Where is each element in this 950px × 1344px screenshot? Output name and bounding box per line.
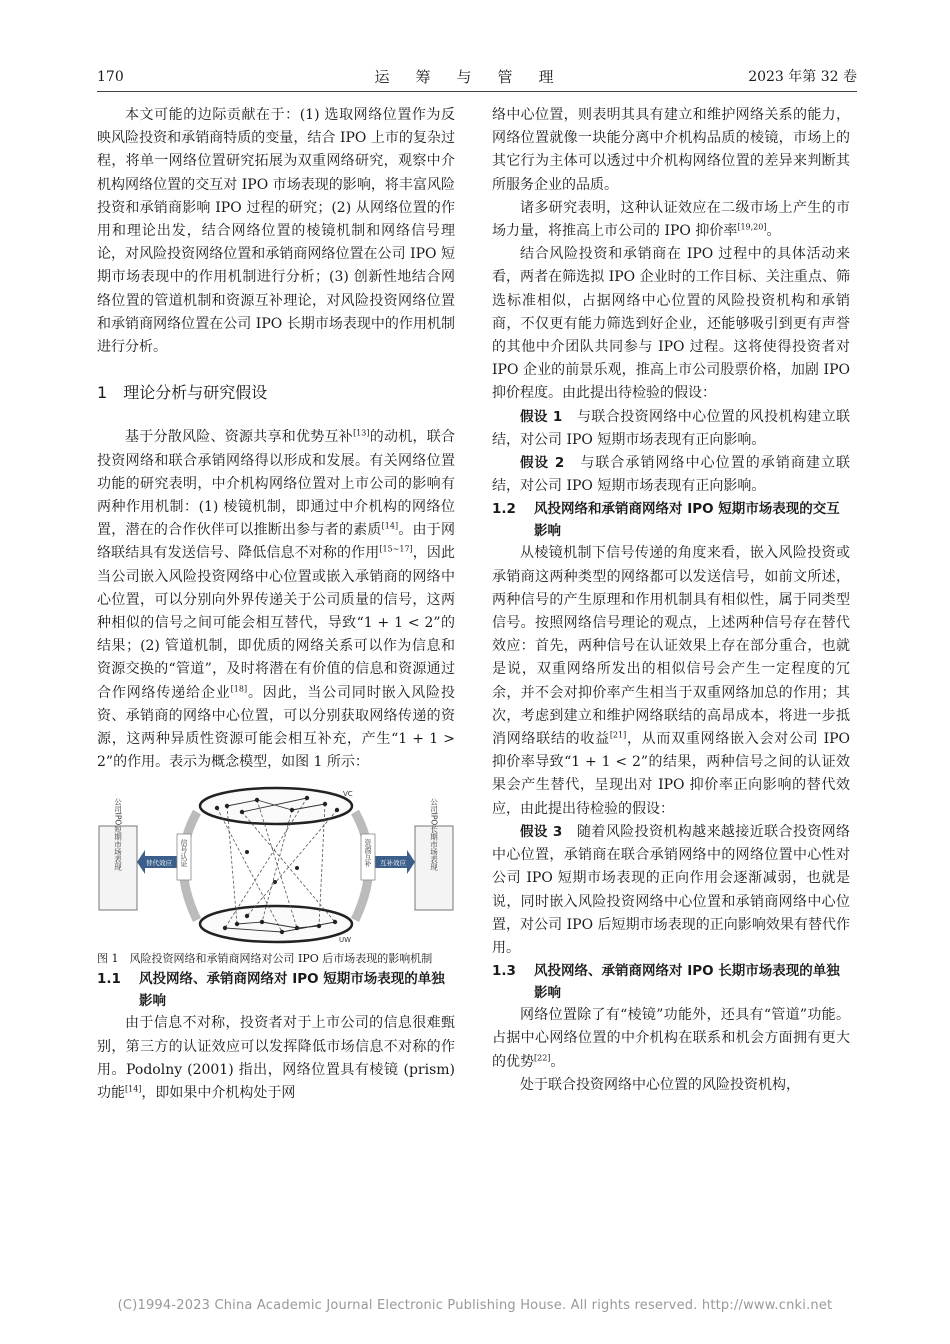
substitution-arrow-label: 替代效应 (146, 859, 172, 868)
citation: [18] (230, 684, 248, 694)
resource-complement-label: 资源互补 (364, 839, 372, 868)
section-title: 理论分析与研究假设 (123, 383, 268, 403)
uw-layer-label: UW (339, 936, 352, 945)
citation: [14] (125, 1084, 142, 1094)
left-outcome-box-label: 公司IPO短期市场表现 (113, 798, 123, 871)
running-header (97, 66, 857, 88)
complement-arrow-label: 互补效应 (380, 859, 406, 868)
hypothesis-3: 假设 3 随着风险投资机构越来越接近联合投资网络中心位置，承销商在联合承销网络中的网络位置中心性对公司 IPO 短期市场表现的正向作用会逐渐减弱，也就是说，同时嵌入风险投资网络中心位置和承销商网络中心位置，对公司 IPO 后短期市场表现的正向影响效果有替代作用。 (492, 823, 851, 956)
header-rule (97, 91, 857, 92)
copyright-footer: (C)1994-2023 China Academic Journal Electronic Publishing House. All rights reserved. http://www.cnki.net (117, 1298, 833, 1313)
citation: [13] (353, 428, 370, 438)
left-column (97, 104, 455, 1105)
signal-certification-label: 信号认证 (180, 839, 188, 868)
subsection-heading-1-1: 1.1 风投网络、承销商网络对 IPO 短期市场表现的单独影响 (97, 971, 445, 1010)
section-heading-1 (97, 381, 455, 404)
paragraph-prism-cont: 络中心位置，则表明其具有建立和维护网络关系的能力，网络位置就像一块能分离中介机构品质的棱镜，市场上的其它行为主体可以透过中介机构网络位置的差异来判断其所服务企业的品质。 (492, 107, 850, 193)
citation: [22] (534, 1052, 551, 1062)
right-column (492, 104, 850, 1097)
subsection-heading-1-2: 1.2 风投网络和承销商网络对 IPO 短期市场表现的交互影响 (492, 501, 840, 540)
year-volume: 2023 年第 32 卷 (748, 69, 857, 85)
paragraph-pipeline: 网络位置除了有“棱镜”功能外，还具有“管道”功能。占据中心网络位置的中介机构在联系和机会方面拥有更大的优势[22]。 (492, 1007, 850, 1070)
citation: [19,20] (737, 222, 767, 232)
right-outcome-box-label: 公司IPO长期市场表现 (429, 798, 439, 871)
paragraph-vc-center: 处于联合投资网络中心位置的风险投资机构， (520, 1076, 800, 1093)
paragraph-prism: 由于信息不对称，投资者对于上市公司的信息很难甄别，第三方的认证效应可以发挥降低市场信息不对称的作用。Podolny (2001) 指出，网络位置具有棱镜 (prism) 功能[14]，即如果中介机构处于网 (97, 1015, 455, 1102)
paragraph-substitution: 从棱镜机制下信号传递的角度来看，嵌入风险投资或承销商这两种类型的网络都可以发送信号，如前文所述，两种信号的产生原理和作用机制具有相似性，属于同类型信号。按照网络信号理论的观点，上述两种信号存在替代效应：首先，两种信号在认证效果上存在部分重合，也就是说，双重网络所发出的相似信号会产生一定程度的冗余，并不会对抑价率产生相当于双重网络加总的作用；其次，考虑到建立和维护网络联结的高昂成本，将进一步抵消网络联结的收益[21]，从而双重网络嵌入会对公司 IPO 抑价率导致“1 + 1 < 2”的结果，两种信号之间的认证效果会产生替代，呈现出对 IPO 抑价率正向影响的替代效应，由此提出待检验的假设： (492, 545, 850, 817)
page-number: 170 (97, 69, 124, 85)
hypothesis-1: 假设 1 与联合投资网络中心位置的风投机构建立联结，对公司 IPO 短期市场表现有正向影响。 (492, 408, 851, 448)
paragraph-mechanisms: 基于分散风险、资源共享和优势互补[13]的动机，联合投资网络和联合承销网络得以形成和发展。有关网络位置功能的研究表明，中介机构网络位置对上市公司的影响有两种作用机制：(1) 棱镜机制，即通过中介机构的网络位置，潜在的合作伙伴可以推断出参与者的素质[14]。由于网络联结具有发送信号、降低信息不对称的作用[15~17]，因此当公司嵌入风险投资网络中心位置或嵌入承销商的网络中心位置，可以分别向外界传递关于公司质量的信号，这两种相似的信号之间可能会相互替代，导致“1 + 1 < 2”的结果；(2) 管道机制，即优质的网络关系可以作为信息和资源交换的“管道”，及时将潜在有价值的信息和资源通过合作网络传递给企业[18]。因此，当公司同时嵌入风险投资、承销商的网络中心位置，可以分别获取网络传递的资源，这两种异质性资源可能会相互补充，产生“1 + 1 > 2”的作用。表示为概念模型，如图 1 所示： (97, 428, 456, 771)
figure-caption: 图 1 风险投资网络和承销商网络对公司 IPO 后市场表现的影响机制 (97, 952, 433, 966)
hypothesis-2: 假设 2 与联合承销网络中心位置的承销商建立联结，对公司 IPO 短期市场表现有正向影响。 (492, 455, 851, 495)
citation: [15~17] (379, 544, 413, 554)
paragraph-contributions: 本文可能的边际贡献在于：(1) 选取网络位置作为反映风险投资和承销商特质的变量，结合 IPO 上市的复杂过程，将单一网络位置研究拓展为双重网络研究，观察中介机构网络位置的交互对 IPO 市场表现的影响，将丰富风险投资和承销商影响 IPO 过程的研究；(2) 从网络位置的作用和理论出发，结合网络位置的棱镜机制和网络信号理论，对风险投资网络位置和承销商网络位置在公司 IPO 短期市场表现中的作用机制进行分析；(3) 创新性地结合网络位置的管道机制和资源互补理论，对风险投资网络位置和承销商网络位置在公司 IPO 长期市场表现中的作用机制进行分析。 (97, 107, 455, 356)
citation: [14] (381, 521, 399, 531)
figure-1-concept-model (97, 782, 455, 950)
paragraph-certification: 诸多研究表明，这种认证效应在二级市场上产生的市场力量，将推高上市公司的 IPO 抑价率[19,20]。 (492, 199, 850, 240)
section-number: 1 (97, 383, 108, 403)
subsection-heading-1-3: 1.3 风投网络、承销商网络对 IPO 长期市场表现的单独影响 (492, 963, 840, 1002)
vc-layer-label: VC (343, 790, 353, 799)
citation: [21] (609, 730, 627, 740)
journal-title: 运筹与管理 (374, 68, 580, 86)
paragraph-activities: 结合风险投资和承销商在 IPO 过程中的具体活动来看，两者在筛选拟 IPO 企业时的工作目标、关注重点、筛选标准相似，占据网络中心位置的风险投资机构和承销商，不仅更有能力筛选到好企业，还能够吸引到更有声誉的其他中介团队共同参与 IPO 过程。这将使得投资者对 IPO 企业的前景乐观，推高上市公司股票价格，加剧 IPO 抑价程度。由此提出待检验的假设： (492, 246, 850, 402)
